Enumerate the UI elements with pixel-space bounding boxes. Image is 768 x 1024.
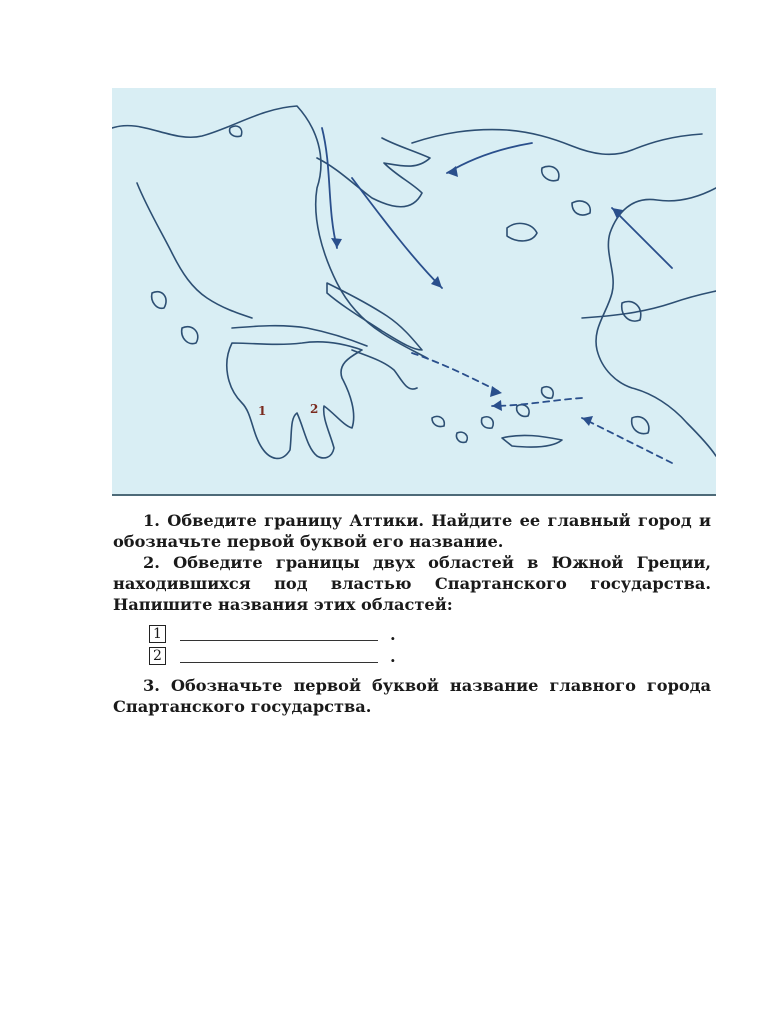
- arrow-heads: [331, 166, 623, 426]
- arrow-head-1: [331, 238, 342, 248]
- map-drawing: [112, 88, 716, 494]
- arrow-dorian-south: [322, 128, 337, 248]
- island-samothrace: [572, 201, 590, 215]
- arrow-east-dashed: [412, 353, 502, 393]
- region-label-2: 2: [310, 402, 319, 416]
- task-1-text: 1. Обведите границу Аттики. Найдите ее главный город и обозначьте первой буквой его название.: [113, 511, 711, 551]
- island-lesbos: [507, 223, 537, 241]
- task-3-text: 3. Обозначьте первой буквой название главного города Спартанского государства.: [113, 676, 711, 716]
- answer-number-box-1: 1: [149, 625, 166, 643]
- arrow-thrace-west: [447, 143, 532, 173]
- asia-minor-inland-river: [582, 291, 716, 318]
- arrow-asia-north: [612, 208, 672, 268]
- island-corfu: [152, 292, 166, 309]
- chalkidiki-coast: [317, 138, 430, 207]
- island-kefalonia: [182, 327, 198, 344]
- northern-coastline: [112, 106, 427, 358]
- arrow-ionian-dashed: [582, 418, 672, 463]
- island-crete-piece: [502, 435, 562, 447]
- map-of-ancient-greece: [112, 88, 716, 496]
- migration-arrows: [322, 128, 672, 463]
- answer-line-1[interactable]: [149, 623, 711, 645]
- island-cyclades-3: [481, 417, 493, 428]
- island-cyclades-1: [432, 416, 444, 426]
- arrow-head-6: [490, 386, 502, 397]
- island-north-2: [542, 166, 559, 180]
- arrow-island-dashed: [492, 398, 582, 406]
- answer-end-2: .: [390, 646, 396, 666]
- answer-number-box-2: 2: [149, 647, 166, 665]
- arrow-aeolian-east: [352, 178, 442, 288]
- island-cyclades-2: [456, 432, 467, 442]
- arrow-head-5: [582, 416, 593, 426]
- arrow-head-7: [492, 400, 502, 411]
- answer-line-2[interactable]: [149, 645, 711, 667]
- epirus-coast: [137, 183, 252, 318]
- peloponnese-outline: [227, 342, 362, 459]
- island-north-1: [230, 126, 242, 137]
- answer-blank-2[interactable]: [180, 650, 378, 663]
- euboea-island: [327, 283, 422, 350]
- island-cyclades-4: [517, 405, 529, 417]
- region-label-1: 1: [258, 404, 267, 418]
- task-2-text: 2. Обведите границы двух областей в Южной Греции, находившихся под властью Спартанского государства. Напишите названия этих областей:: [113, 553, 711, 614]
- answer-end-1: .: [390, 624, 396, 644]
- attica-coast: [352, 350, 417, 389]
- island-rhodes: [632, 417, 649, 434]
- island-cyclades-5: [542, 387, 554, 398]
- thrace-coast: [412, 130, 702, 155]
- worksheet-text: [113, 510, 711, 717]
- answer-blank-1[interactable]: [180, 628, 378, 641]
- asia-minor-coast: [596, 188, 716, 456]
